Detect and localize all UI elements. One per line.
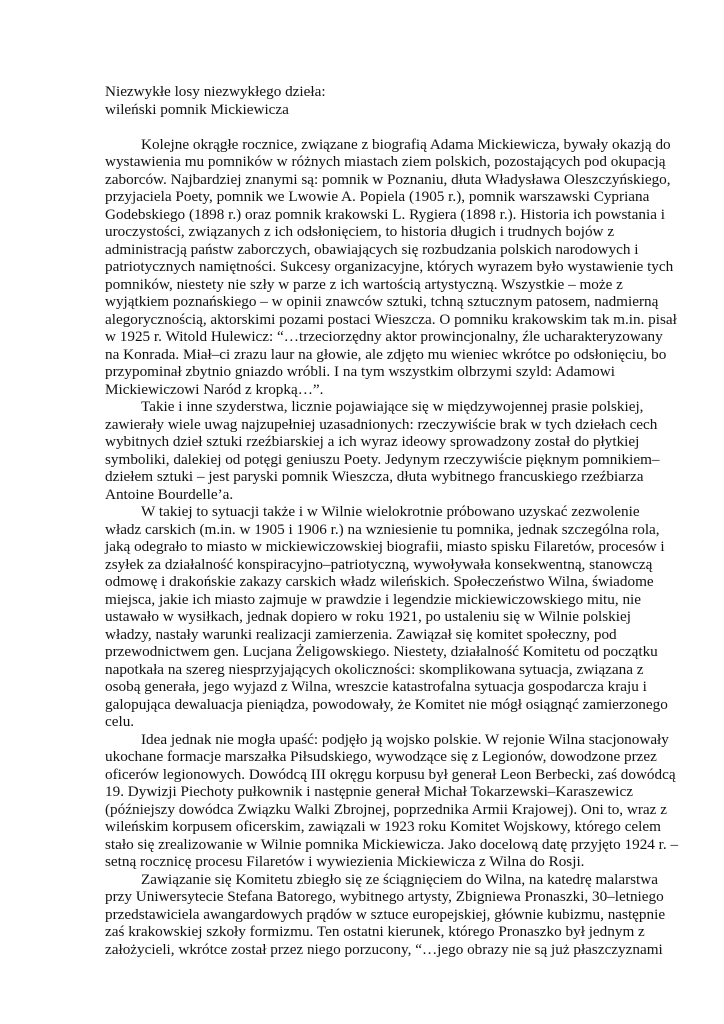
paragraph	[105, 730, 679, 871]
paragraph	[105, 398, 660, 503]
text-line: symboliki, dalekiej od potęgi geniuszu Poety. Jedynym rzeczywiście pięknym pomnikiem–	[105, 450, 660, 468]
text-line: jaką odegrało to miasto w mickiewiczowskiej biografii, miasto spisku Filaretów, procesów i	[105, 538, 665, 555]
paragraph	[105, 135, 677, 399]
text-line: władz carskich (m.in. w 1905 i 1906 r.) na wzniesienie tu pomnika, jednak szczególna rola,	[105, 520, 660, 538]
text-line: wileńskim korpusem oficerskim, zawiązali w 1923 roku Komitet Wojskowy, którego celem	[105, 818, 661, 835]
text-line: wybitnych dzieł sztuki rzeźbiarskiej a ich wyraz ideowy sprowadzony został do płytkiej	[105, 433, 640, 450]
text-line: wystawienia mu pomników w różnych miastach ziem polskich, pozostających pod okupacją	[105, 153, 666, 170]
text-line: osobą generała, jego wyjazd z Wilna, wreszcie katastrofalna sytuacja gospodarcza kraju i	[105, 678, 647, 695]
text-line: przedstawiciela awangardowych prądów w sztuce europejskiej, głównie kubizmu, następnie	[105, 905, 666, 923]
text-line: pomników, niestety nie szły w parze z ich wartością artystyczną. Wszystkie – może z	[105, 275, 623, 293]
text-line: przyjaciela Poety, pomnik we Lwowie A. Popiela (1905 r.), pomnik warszawski Cypriana	[105, 188, 650, 205]
text-line: przy Uniwersytecie Stefana Batorego, wybitnego artysty, Zbigniewa Pronaszki, 30–letniego	[105, 888, 664, 905]
text-line: W takiej to sytuacji także i w Wilnie wielokrotnie próbowano uzyskać zezwolenie	[141, 503, 640, 520]
text-line: ustawało w wysiłkach, jednak dopiero w roku 1921, po ustaleniu się w Wilnie polskiej	[105, 608, 631, 625]
article-text	[105, 135, 679, 959]
text-line: odmowę i drakońskie zakazy carskich władz wileńskich. Społeczeństwo Wilna, świadome	[105, 573, 654, 590]
text-line: władzy, nastały warunki realizacji zamierzenia. Zawiązał się komitet społeczny, pod	[105, 625, 617, 643]
text-line: uroczystości, związanych z ich odsłonięciem, to historia długich i trudnych bojów z	[105, 223, 615, 240]
text-line: zaborców. Najbardziej znanymi są: pomnik w Poznaniu, dłuta Władysława Oleszczyńskiego,	[105, 170, 671, 188]
text-line: Godebskiego (1898 r.) oraz pomnik krakowski L. Rygiera (1898 r.). Historia ich powstania i	[105, 205, 665, 223]
text-line: Mickiewiczowi Naród z kropką…”.	[105, 380, 324, 398]
text-line: setną rocznicę procesu Filaretów i wywiezienia Mickiewicza z Wilna do Rosji.	[105, 853, 585, 870]
text-line: napotkała na szereg niesprzyjających okoliczności: skomplikowana sytuacja, związana z	[105, 660, 644, 678]
text-line: Takie i inne szyderstwa, licznie pojawiające się w międzywojennej prasie polskiej,	[141, 398, 644, 415]
text-line: przewodnictwem gen. Lucjana Żeligowskiego. Niestety, działalność Komitetu od początku	[105, 643, 658, 660]
text-line: dziełem sztuki – jest paryski pomnik Wieszcza, dłuta wybitnego francuskiego rzeźbiarza	[105, 468, 644, 485]
text-line: przypominał zbytnio gniazdo wróbli. I na tym wszystkim olbrzymi szyld: Adamowi	[105, 363, 615, 380]
text-line: (późniejszy dowódca Związku Walki Zbrojnej, poprzednika Armii Krajowej). Oni to, wraz z	[105, 800, 667, 818]
text-line: Zawiązanie się Komitetu zbiegło się ze ściągnięciem do Wilna, na katedrę malarstwa	[141, 870, 658, 888]
text-line: założycieli, wkrótce został przez niego porzucony, “…jego obrazy nie są już płaszczyznami	[105, 940, 663, 958]
text-line: w 1925 r. Witold Hulewicz: “…trzeciorzędny aktor prowincjonalny, źle ucharakteryzowany	[105, 328, 663, 345]
document-body	[105, 83, 679, 958]
text-line: stało się zrealizowanie w Wilnie pomnika Mickiewicza. Jako docelową datę przyjęto 1924 r. –	[105, 835, 679, 853]
text-line: galopująca dewaluacja pieniądza, powodowały, że Komitet nie mógł osiągnąć zamierzonego	[105, 695, 668, 713]
text-line: administracją państw zaborczych, obawiających się rozbudzania polskich narodowych i	[105, 240, 639, 258]
paragraph	[105, 503, 668, 731]
text-line: zsyłek za działalność konspiracyjno–patriotyczną, wywoływała konsekwentną, stanowczą	[105, 555, 653, 573]
text-line: Idea jednak nie mogła upaść: podjęło ją wojsko polskie. W rejonie Wilna stacjonowały	[141, 730, 669, 748]
text-line: wyjątkiem poznańskiego – w opinii znawców sztuki, tchną sztucznym patosem, nadmierną	[105, 293, 659, 310]
text-line: ukochane formacje marszałka Piłsudskiego, wywodzące się z Legionów, dowodzone przez	[105, 748, 657, 765]
text-line: 19. Dywizji Piechoty pułkownik i następnie generał Michał Tokarzewski–Karaszewicz	[105, 783, 633, 800]
text-line: na Konrada. Miał–ci zrazu laur na głowie, ale zdjęto mu wieniec wkrótce po odsłonięciu, bo	[105, 345, 667, 363]
text-line: miejsca, jakie ich miasto zajmuje w prawdzie i legendzie mickiewiczowskiego mitu, nie	[105, 590, 642, 608]
document-title	[105, 83, 625, 118]
text-line: oficerów legionowych. Dowódcą III okręgu korpusu był generał Leon Berbecki, zaś dowódcą	[105, 765, 676, 783]
paragraph	[105, 870, 666, 959]
text-line: celu.	[105, 713, 135, 730]
text-line: Kolejne okrągłe rocznice, związane z biografią Adama Mickiewicza, bywały okazją do	[141, 135, 671, 153]
subtitle-line: wileński pomnik Mickiewicza	[105, 100, 289, 118]
text-line: zaś krakowskiej szkoły formizmu. Ten ostatni kierunek, którego Pronaszko był jednym z	[105, 923, 645, 940]
text-line: alegorycznością, aktorskimi pozami postaci Wieszcza. O pomniku krakowskim tak m.in. pisał	[105, 310, 677, 328]
text-line: patriotycznych namiętności. Sukcesy organizacyjne, których wyrazem było wystawienie tych	[105, 258, 674, 275]
text-line: zawierały wiele uwag najzupełniej uzasadnionych: rzeczywiście brak w tych dziełach cech	[105, 415, 658, 433]
text-line: Antoine Bourdelle’a.	[105, 485, 234, 503]
title-line: Niezwykłe losy niezwykłego dzieła:	[105, 83, 326, 100]
